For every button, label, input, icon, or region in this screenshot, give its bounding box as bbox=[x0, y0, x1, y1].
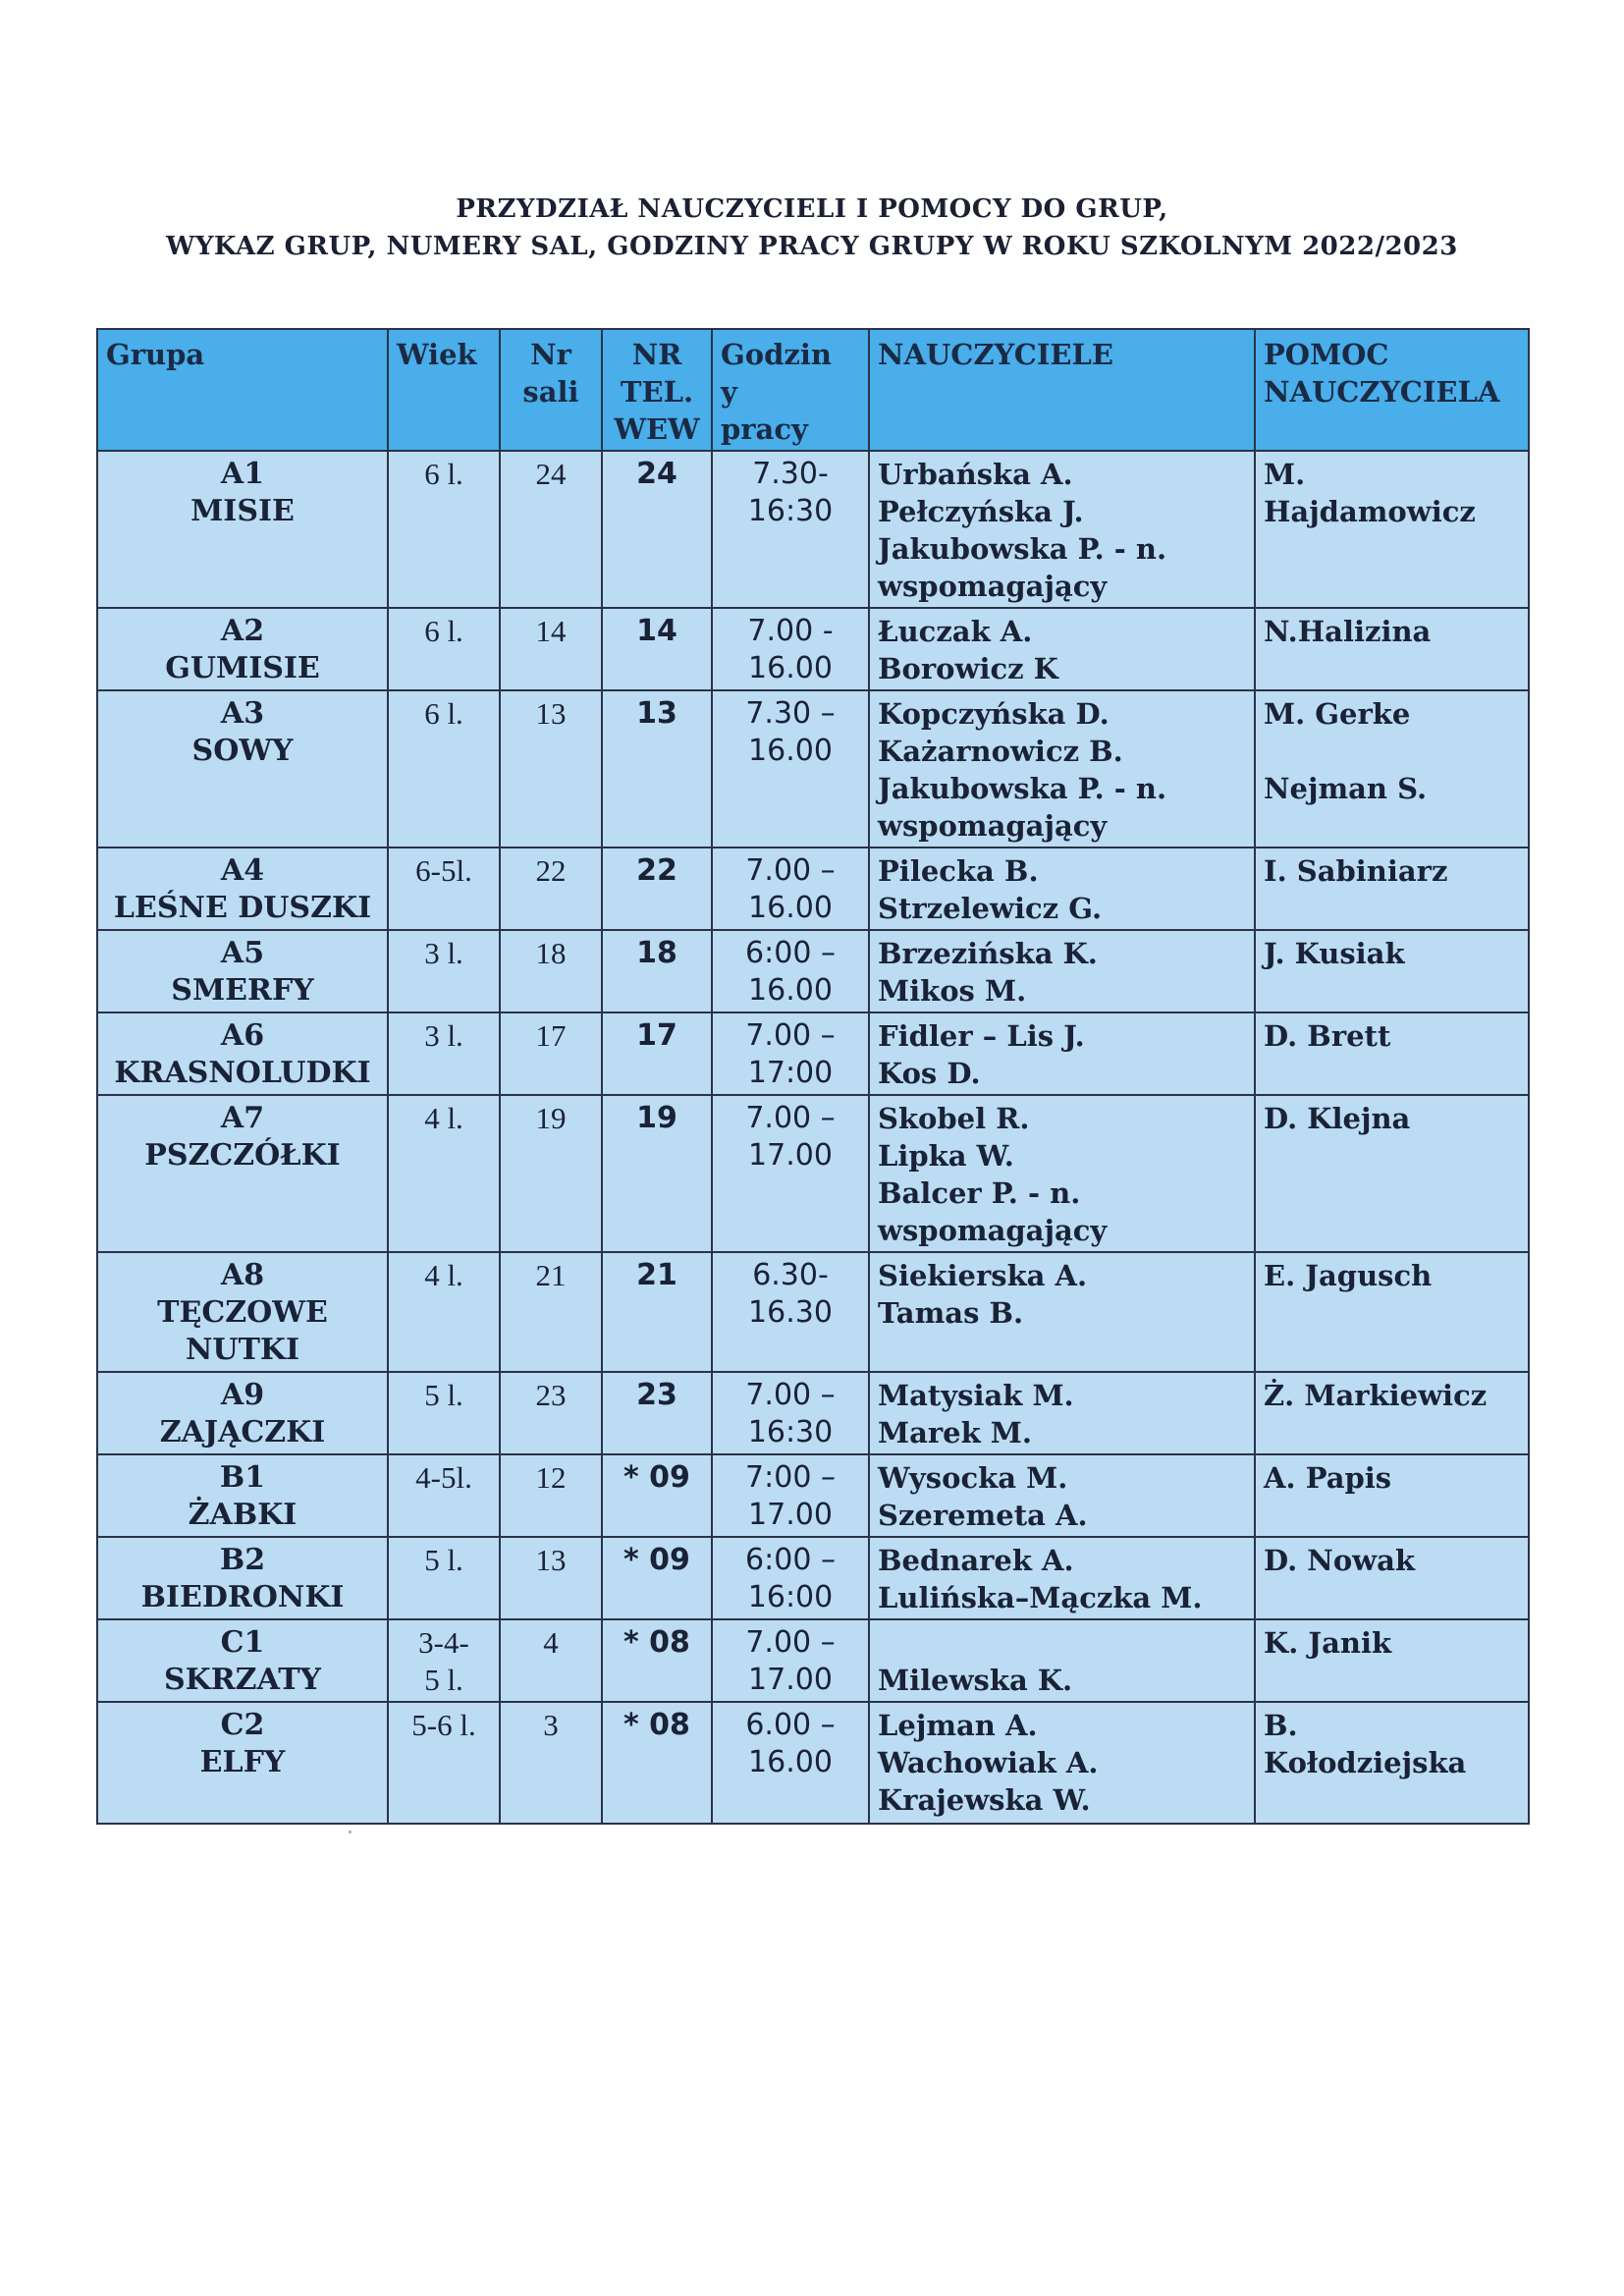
grupa-cell bbox=[97, 1252, 388, 1372]
grupa-cell bbox=[97, 1095, 388, 1252]
wiek-cell bbox=[388, 1619, 500, 1702]
wiek-value: 6 l. bbox=[424, 457, 463, 491]
wiek-cell bbox=[388, 1372, 500, 1454]
pomoc-cell bbox=[1255, 1619, 1529, 1702]
nr-tel-cell bbox=[602, 930, 712, 1012]
nauczyciele-line: Pilecka B. bbox=[878, 854, 1039, 888]
pomoc-line: A. Papis bbox=[1264, 1461, 1392, 1495]
nauczyciele-line: Jakubowska P. - n. bbox=[878, 772, 1167, 805]
pomoc-line: Hajdamowicz bbox=[1264, 495, 1476, 528]
nr-sali-value: 22 bbox=[535, 853, 567, 888]
table-row bbox=[97, 1012, 1529, 1095]
wiek-cell bbox=[388, 1252, 500, 1372]
nauczyciele-line: Urbańska A. bbox=[878, 458, 1073, 491]
pomoc-line: B. bbox=[1264, 1709, 1298, 1742]
nr-tel-cell bbox=[602, 1372, 712, 1454]
grupa-line: A4 bbox=[220, 853, 265, 888]
nauczyciele-line: Lipka W. bbox=[878, 1139, 1014, 1173]
nr-sali-cell bbox=[500, 1012, 602, 1095]
nr-sali-value: 4 bbox=[543, 1625, 559, 1660]
nauczyciele-cell bbox=[869, 1619, 1255, 1702]
wiek-value: 4 l. bbox=[424, 1258, 463, 1292]
wiek-cell bbox=[388, 930, 500, 1012]
nauczyciele-line: Fidler – Lis J. bbox=[878, 1019, 1085, 1053]
godziny-cell bbox=[712, 1619, 869, 1702]
nr-sali-cell bbox=[500, 1454, 602, 1537]
grupa-line: GUMISIE bbox=[165, 651, 320, 685]
header-pomoc-nauczyciela: POMOC NAUCZYCIELA bbox=[1255, 329, 1529, 451]
nauczyciele-line: Łuczak A. bbox=[878, 615, 1033, 648]
godziny-line: 16:30 bbox=[747, 494, 834, 528]
pomoc-line: M. Gerke bbox=[1264, 697, 1411, 731]
pomoc-line: D. Brett bbox=[1264, 1019, 1391, 1053]
nr-sali-value: 13 bbox=[535, 1543, 567, 1577]
nauczyciele-line: Wysocka M. bbox=[878, 1461, 1068, 1495]
godziny-cell bbox=[712, 1537, 869, 1619]
godziny-cell bbox=[712, 690, 869, 847]
grupa-line: A5 bbox=[220, 936, 265, 970]
nauczyciele-cell bbox=[869, 1252, 1255, 1372]
godziny-cell bbox=[712, 451, 869, 608]
grupa-cell bbox=[97, 930, 388, 1012]
grupa-line: NUTKI bbox=[185, 1333, 299, 1367]
grupa-line: C1 bbox=[220, 1625, 265, 1660]
grupa-line: A1 bbox=[220, 457, 265, 491]
nr-sali-cell bbox=[500, 1095, 602, 1252]
pomoc-line: D. Nowak bbox=[1264, 1544, 1416, 1577]
nauczyciele-cell bbox=[869, 847, 1255, 930]
table-row bbox=[97, 451, 1529, 608]
nauczyciele-cell bbox=[869, 608, 1255, 690]
nr-tel-cell bbox=[602, 1095, 712, 1252]
table-row bbox=[97, 1619, 1529, 1702]
wiek-value: 6 l. bbox=[424, 614, 463, 648]
nr-sali-value: 21 bbox=[535, 1258, 567, 1292]
grupa-line: BIEDRONKI bbox=[140, 1580, 345, 1614]
table-row bbox=[97, 1252, 1529, 1372]
wiek-value: 4 l. bbox=[424, 1101, 463, 1135]
grupa-line: ŻABKI bbox=[188, 1498, 298, 1532]
grupa-line: MISIE bbox=[190, 494, 295, 528]
pomoc-line: K. Janik bbox=[1264, 1626, 1392, 1660]
grupa-line: TĘCZOWE bbox=[157, 1295, 328, 1330]
header-nr-tel: NR TEL. WEW bbox=[602, 329, 712, 451]
grupa-line: A6 bbox=[220, 1018, 265, 1053]
nauczyciele-line: Kopczyńska D. bbox=[878, 697, 1110, 731]
godziny-cell bbox=[712, 1012, 869, 1095]
nr-tel-cell bbox=[602, 1537, 712, 1619]
godziny-line: 7.30 – bbox=[745, 696, 836, 731]
pomoc-line: I. Sabiniarz bbox=[1264, 854, 1448, 888]
godziny-line: 6:00 – bbox=[745, 1543, 836, 1577]
grupa-cell bbox=[97, 1454, 388, 1537]
table-header-row bbox=[97, 329, 1529, 451]
grupa-cell bbox=[97, 1372, 388, 1454]
grupa-cell bbox=[97, 1012, 388, 1095]
godziny-line: 7.00 – bbox=[745, 1101, 836, 1135]
nauczyciele-line: Kos D. bbox=[878, 1057, 981, 1090]
pomoc-cell bbox=[1255, 1252, 1529, 1372]
wiek-cell bbox=[388, 1537, 500, 1619]
grupa-cell bbox=[97, 451, 388, 608]
nauczyciele-cell bbox=[869, 1454, 1255, 1537]
table-row bbox=[97, 1537, 1529, 1619]
pomoc-line: D. Klejna bbox=[1264, 1102, 1411, 1135]
nr-tel-value: 18 bbox=[636, 936, 677, 970]
nr-sali-cell bbox=[500, 930, 602, 1012]
nr-sali-cell bbox=[500, 1702, 602, 1824]
wiek-value: 4-5l. bbox=[415, 1460, 472, 1495]
wiek-value: 3 l. bbox=[424, 936, 463, 970]
wiek-line: 5 l. bbox=[424, 1663, 463, 1697]
godziny-cell bbox=[712, 1252, 869, 1372]
nauczyciele-line: Każarnowicz B. bbox=[878, 735, 1123, 768]
godziny-line: 16.00 bbox=[748, 891, 833, 925]
nauczyciele-line: Balcer P. - n. bbox=[878, 1176, 1081, 1210]
table-row bbox=[97, 1454, 1529, 1537]
godziny-cell bbox=[712, 608, 869, 690]
nr-tel-cell bbox=[602, 1619, 712, 1702]
godziny-line: 16.00 bbox=[748, 734, 833, 768]
nr-sali-cell bbox=[500, 847, 602, 930]
godziny-line: 7.00 – bbox=[745, 1018, 836, 1053]
godziny-line: 16.00 bbox=[748, 973, 833, 1008]
pomoc-line: E. Jagusch bbox=[1264, 1259, 1433, 1292]
nauczyciele-cell bbox=[869, 1702, 1255, 1824]
grupa-line: LEŚNE DUSZKI bbox=[113, 891, 372, 925]
grupa-cell bbox=[97, 1537, 388, 1619]
wiek-cell bbox=[388, 1012, 500, 1095]
pomoc-line bbox=[1264, 733, 1520, 770]
nr-sali-cell bbox=[500, 451, 602, 608]
pomoc-cell bbox=[1255, 608, 1529, 690]
grupa-line: A7 bbox=[220, 1101, 265, 1135]
nr-sali-value: 3 bbox=[543, 1708, 559, 1742]
nr-tel-cell bbox=[602, 1702, 712, 1824]
wiek-cell bbox=[388, 1095, 500, 1252]
table-row bbox=[97, 608, 1529, 690]
nr-sali-cell bbox=[500, 1372, 602, 1454]
godziny-line: 6:00 – bbox=[745, 936, 836, 970]
header-godziny-pracy: Godzin y pracy bbox=[712, 329, 869, 451]
godziny-line: 7.00 – bbox=[745, 1625, 836, 1660]
document-title-line-1: PRZYDZIAŁ NAUCZYCIELI I POMOCY DO GRUP, bbox=[456, 194, 1168, 224]
grupa-line: B2 bbox=[219, 1543, 266, 1577]
nr-tel-cell bbox=[602, 690, 712, 847]
nauczyciele-line: Krajewska W. bbox=[878, 1783, 1091, 1817]
nr-sali-value: 14 bbox=[535, 614, 567, 648]
godziny-line: 7.00 - bbox=[747, 614, 834, 648]
nauczyciele-line: Milewska K. bbox=[878, 1664, 1073, 1697]
nr-tel-cell bbox=[602, 608, 712, 690]
grupa-cell bbox=[97, 608, 388, 690]
nauczyciele-line bbox=[878, 1624, 1246, 1662]
pomoc-cell bbox=[1255, 1372, 1529, 1454]
nr-tel-cell bbox=[602, 1252, 712, 1372]
pomoc-cell bbox=[1255, 1454, 1529, 1537]
pomoc-cell bbox=[1255, 1537, 1529, 1619]
nr-tel-cell bbox=[602, 1012, 712, 1095]
wiek-cell bbox=[388, 847, 500, 930]
godziny-line: 7:00 – bbox=[745, 1460, 836, 1495]
nr-tel-value: * 09 bbox=[623, 1460, 690, 1495]
nauczyciele-line: Matysiak M. bbox=[878, 1379, 1074, 1412]
grupa-cell bbox=[97, 1619, 388, 1702]
godziny-line: 17.00 bbox=[748, 1498, 833, 1532]
grupa-line: A2 bbox=[220, 614, 265, 648]
header-nr-sali: Nr sali bbox=[500, 329, 602, 451]
grupa-cell bbox=[97, 690, 388, 847]
group-assignment-table bbox=[96, 328, 1530, 1825]
godziny-line: 6.30- bbox=[752, 1258, 829, 1292]
nr-tel-value: * 08 bbox=[623, 1625, 690, 1660]
grupa-line: A9 bbox=[220, 1378, 265, 1412]
wiek-cell bbox=[388, 690, 500, 847]
nauczyciele-cell bbox=[869, 451, 1255, 608]
nauczyciele-line: Pełczyńska J. bbox=[878, 495, 1084, 528]
wiek-value: 5 l. bbox=[424, 1378, 463, 1412]
nr-sali-cell bbox=[500, 608, 602, 690]
nauczyciele-line: Siekierska A. bbox=[878, 1259, 1088, 1292]
nr-sali-cell bbox=[500, 1252, 602, 1372]
nauczyciele-line: Skobel R. bbox=[878, 1102, 1030, 1135]
nr-tel-cell bbox=[602, 451, 712, 608]
nauczyciele-cell bbox=[869, 1095, 1255, 1252]
nr-tel-value: 24 bbox=[636, 457, 677, 491]
godziny-cell bbox=[712, 1095, 869, 1252]
grupa-line: A8 bbox=[220, 1258, 265, 1292]
nauczyciele-cell bbox=[869, 930, 1255, 1012]
pomoc-line: N.Halizina bbox=[1264, 615, 1432, 648]
nr-tel-value: 13 bbox=[636, 696, 677, 731]
pomoc-line: Kołodziejska bbox=[1264, 1746, 1467, 1779]
nauczyciele-line: Tamas B. bbox=[878, 1296, 1024, 1330]
wiek-value: 6-5l. bbox=[415, 853, 472, 888]
pomoc-cell bbox=[1255, 930, 1529, 1012]
grupa-line: ZAJĄCZKI bbox=[159, 1415, 326, 1449]
grupa-cell bbox=[97, 847, 388, 930]
nr-tel-value: * 09 bbox=[623, 1543, 690, 1577]
nr-sali-value: 23 bbox=[535, 1378, 567, 1412]
nauczyciele-cell bbox=[869, 690, 1255, 847]
grupa-line: ELFY bbox=[199, 1745, 286, 1779]
godziny-cell bbox=[712, 1454, 869, 1537]
pomoc-cell bbox=[1255, 690, 1529, 847]
nr-sali-value: 24 bbox=[535, 457, 567, 491]
nauczyciele-line: Bednarek A. bbox=[878, 1544, 1074, 1577]
header-wiek: Wiek bbox=[388, 329, 500, 451]
pomoc-cell bbox=[1255, 1702, 1529, 1824]
nauczyciele-line: Borowicz K bbox=[878, 652, 1058, 685]
header-grupa: Grupa bbox=[97, 329, 388, 451]
scan-speck bbox=[349, 1831, 352, 1833]
grupa-line: A3 bbox=[220, 696, 265, 731]
grupa-line: SKRZATY bbox=[164, 1663, 321, 1697]
nr-sali-cell bbox=[500, 1619, 602, 1702]
wiek-cell bbox=[388, 1702, 500, 1824]
nauczyciele-cell bbox=[869, 1372, 1255, 1454]
nr-tel-value: 17 bbox=[636, 1018, 677, 1053]
pomoc-cell bbox=[1255, 1012, 1529, 1095]
nr-sali-value: 12 bbox=[535, 1460, 567, 1495]
pomoc-cell bbox=[1255, 451, 1529, 608]
grupa-line: SMERFY bbox=[171, 973, 314, 1008]
nr-tel-cell bbox=[602, 847, 712, 930]
wiek-cell bbox=[388, 451, 500, 608]
table-row bbox=[97, 690, 1529, 847]
pomoc-line: J. Kusiak bbox=[1264, 937, 1405, 970]
nr-sali-value: 13 bbox=[535, 696, 567, 731]
godziny-line: 7.00 – bbox=[745, 1378, 836, 1412]
godziny-line: 16:30 bbox=[747, 1415, 834, 1449]
nr-tel-value: 21 bbox=[636, 1258, 677, 1292]
nauczyciele-line: wspomagający bbox=[878, 1214, 1108, 1247]
nauczyciele-line: Wachowiak A. bbox=[878, 1746, 1099, 1779]
wiek-value: 3 l. bbox=[424, 1018, 463, 1053]
nr-tel-value: 23 bbox=[636, 1378, 677, 1412]
pomoc-line: Nejman S. bbox=[1264, 772, 1428, 805]
wiek-value: 5-6 l. bbox=[411, 1708, 476, 1742]
nauczyciele-cell bbox=[869, 1012, 1255, 1095]
header-nauczyciele: NAUCZYCIELE bbox=[869, 329, 1255, 451]
grupa-line: B1 bbox=[219, 1460, 266, 1495]
godziny-line: 16.00 bbox=[748, 651, 833, 685]
nauczyciele-cell bbox=[869, 1537, 1255, 1619]
table-row bbox=[97, 1372, 1529, 1454]
grupa-line: PSZCZÓŁKI bbox=[144, 1138, 341, 1173]
wiek-line: 3-4- bbox=[418, 1625, 469, 1660]
nauczyciele-line: Mikos M. bbox=[878, 974, 1027, 1008]
wiek-cell bbox=[388, 608, 500, 690]
nr-sali-value: 19 bbox=[535, 1101, 567, 1135]
table-row bbox=[97, 1095, 1529, 1252]
nauczyciele-line: Marek M. bbox=[878, 1416, 1033, 1449]
nr-tel-value: 14 bbox=[636, 614, 677, 648]
nauczyciele-line: Lejman A. bbox=[878, 1709, 1038, 1742]
godziny-cell bbox=[712, 1702, 869, 1824]
godziny-line: 16.00 bbox=[748, 1745, 833, 1779]
nauczyciele-line: Jakubowska P. - n. bbox=[878, 532, 1167, 566]
grupa-cell bbox=[97, 1702, 388, 1824]
nauczyciele-line: Strzelewicz G. bbox=[878, 892, 1103, 925]
godziny-line: 7.00 – bbox=[745, 853, 836, 888]
wiek-cell bbox=[388, 1454, 500, 1537]
wiek-value: 5 l. bbox=[424, 1543, 463, 1577]
godziny-cell bbox=[712, 847, 869, 930]
nr-tel-value: * 08 bbox=[623, 1708, 690, 1742]
nauczyciele-line: Lulińska–Mączka M. bbox=[878, 1581, 1203, 1614]
nauczyciele-line: wspomagający bbox=[878, 570, 1108, 603]
nauczyciele-line: wspomagający bbox=[878, 809, 1108, 843]
nr-sali-cell bbox=[500, 690, 602, 847]
nr-sali-value: 17 bbox=[535, 1018, 567, 1053]
table-row bbox=[97, 847, 1529, 930]
nr-sali-cell bbox=[500, 1537, 602, 1619]
wiek-value: 6 l. bbox=[424, 696, 463, 731]
nauczyciele-line: Szeremeta A. bbox=[878, 1499, 1088, 1532]
nr-tel-cell bbox=[602, 1454, 712, 1537]
nr-tel-value: 19 bbox=[636, 1101, 677, 1135]
pomoc-line: M. bbox=[1264, 458, 1306, 491]
grupa-line: SOWY bbox=[191, 734, 294, 768]
pomoc-cell bbox=[1255, 1095, 1529, 1252]
table-row bbox=[97, 1702, 1529, 1824]
pomoc-cell bbox=[1255, 847, 1529, 930]
godziny-line: 16:00 bbox=[747, 1580, 834, 1614]
godziny-line: 17.00 bbox=[748, 1138, 833, 1173]
godziny-line: 17:00 bbox=[747, 1056, 834, 1090]
godziny-cell bbox=[712, 1372, 869, 1454]
nr-tel-value: 22 bbox=[636, 853, 677, 888]
godziny-line: 17.00 bbox=[748, 1663, 833, 1697]
table-row bbox=[97, 930, 1529, 1012]
document-title-line-2: WYKAZ GRUP, NUMERY SAL, GODZINY PRACY GRUPY W ROKU SZKOLNYM 2022/2023 bbox=[166, 232, 1458, 261]
godziny-line: 7.30- bbox=[752, 457, 829, 491]
nr-sali-value: 18 bbox=[535, 936, 567, 970]
godziny-line: 6.00 – bbox=[745, 1708, 836, 1742]
grupa-line: C2 bbox=[220, 1708, 265, 1742]
pomoc-line: Ż. Markiewicz bbox=[1264, 1379, 1488, 1412]
nauczyciele-line: Brzezińska K. bbox=[878, 937, 1098, 970]
godziny-cell bbox=[712, 930, 869, 1012]
godziny-line: 16.30 bbox=[748, 1295, 833, 1330]
grupa-line: KRASNOLUDKI bbox=[114, 1056, 371, 1090]
